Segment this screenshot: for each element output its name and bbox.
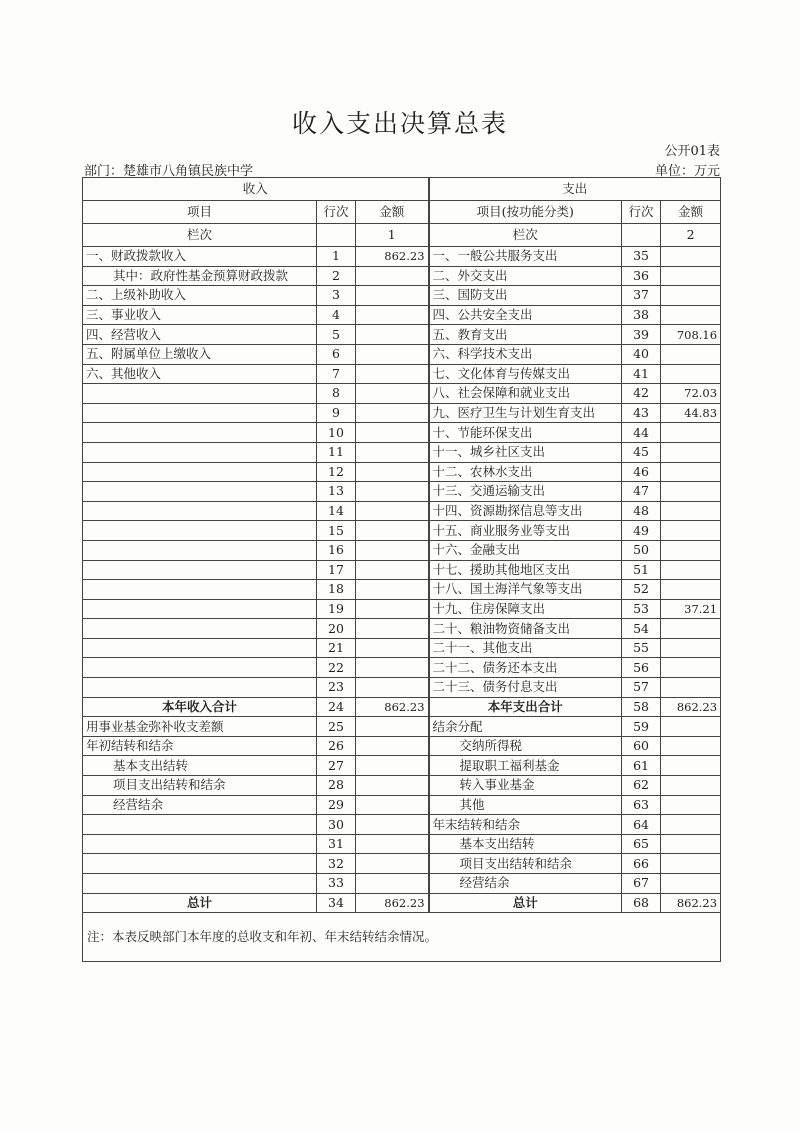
table-row — [83, 854, 721, 874]
table-row — [83, 442, 721, 462]
table-row — [83, 795, 721, 815]
income-row-no-cell: 25 — [317, 717, 356, 737]
expense-amount-cell: 72.03 — [661, 384, 721, 404]
table-row — [83, 462, 721, 482]
expense-row-no-cell: 37 — [622, 286, 661, 306]
income-row-no-cell: 24 — [317, 697, 356, 717]
table-row — [83, 776, 721, 796]
expense-row-no-header: 行次 — [622, 201, 661, 224]
expense-row-no-cell: 63 — [622, 795, 661, 815]
expense-item-cell: 十六、金融支出 — [429, 540, 622, 560]
income-row-no-cell: 7 — [317, 364, 356, 384]
expense-amount-cell — [661, 266, 721, 286]
expense-item-cell: 十四、资源勘探信息等支出 — [429, 501, 622, 521]
expense-item-cell: 转入事业基金 — [429, 776, 622, 796]
budget-summary-table — [82, 177, 721, 962]
income-item-cell — [83, 678, 317, 698]
income-amount-cell — [356, 482, 429, 502]
income-amount-cell — [356, 815, 429, 835]
income-row-no-cell: 20 — [317, 619, 356, 639]
expense-row-no-cell: 43 — [622, 403, 661, 423]
expense-row-no-cell: 38 — [622, 305, 661, 325]
expense-item-cell: 六、科学技术支出 — [429, 344, 622, 364]
expense-amount-cell — [661, 560, 721, 580]
expense-item-cell: 十二、农林水支出 — [429, 462, 622, 482]
income-section-header: 收入 — [83, 178, 429, 201]
expense-amount-cell — [661, 540, 721, 560]
expense-item-cell: 三、国防支出 — [429, 286, 622, 306]
table-row — [83, 540, 721, 560]
income-item-cell: 本年收入合计 — [83, 697, 317, 717]
expense-amount-cell — [661, 619, 721, 639]
expense-row-no-cell: 57 — [622, 678, 661, 698]
income-row-no-cell: 12 — [317, 462, 356, 482]
expense-item-cell: 其他 — [429, 795, 622, 815]
table-note: 注：本表反映部门本年度的总收支和年初、年末结转结余情况。 — [83, 913, 721, 962]
income-col-index: 1 — [356, 224, 429, 247]
income-amount-cell — [356, 874, 429, 894]
income-row-no-cell: 6 — [317, 344, 356, 364]
income-row-no-cell: 22 — [317, 658, 356, 678]
expense-item-cell: 十三、交通运输支出 — [429, 482, 622, 502]
expense-row-no-cell: 59 — [622, 717, 661, 737]
expense-amount-cell — [661, 815, 721, 835]
expense-item-cell: 四、公共安全支出 — [429, 305, 622, 325]
income-row-no-cell: 15 — [317, 521, 356, 541]
expense-amount-cell — [661, 795, 721, 815]
income-row-no-cell: 21 — [317, 638, 356, 658]
expense-row-no-cell: 56 — [622, 658, 661, 678]
expense-row-no-cell: 47 — [622, 482, 661, 502]
expense-item-cell: 二十一、其他支出 — [429, 638, 622, 658]
expense-item-cell: 交纳所得税 — [429, 736, 622, 756]
income-col-label: 栏次 — [83, 224, 317, 247]
expense-amount-cell — [661, 658, 721, 678]
income-amount-cell — [356, 286, 429, 306]
expense-row-no-cell: 62 — [622, 776, 661, 796]
income-item-cell — [83, 540, 317, 560]
income-amount-cell — [356, 442, 429, 462]
income-item-cell: 其中：政府性基金预算财政拨款 — [83, 266, 317, 286]
expense-col-blank — [622, 224, 661, 247]
income-amount-cell — [356, 619, 429, 639]
income-row-no-cell: 31 — [317, 834, 356, 854]
expense-amount-cell — [661, 756, 721, 776]
expense-row-no-cell: 67 — [622, 874, 661, 894]
income-row-no-cell: 34 — [317, 893, 356, 913]
expense-amount-cell — [661, 776, 721, 796]
note-row — [83, 913, 721, 962]
expense-item-cell: 二十三、债务付息支出 — [429, 678, 622, 698]
income-amount-cell: 862.23 — [356, 697, 429, 717]
expense-amount-cell: 708.16 — [661, 325, 721, 345]
expense-item-cell: 十八、国土海洋气象等支出 — [429, 580, 622, 600]
table-row — [83, 580, 721, 600]
income-amount-cell — [356, 736, 429, 756]
expense-amount-cell: 44.83 — [661, 403, 721, 423]
income-row-no-cell: 11 — [317, 442, 356, 462]
expense-amount-cell — [661, 678, 721, 698]
income-item-cell: 三、事业收入 — [83, 305, 317, 325]
expense-item-cell: 五、教育支出 — [429, 325, 622, 345]
table-row — [83, 325, 721, 345]
expense-amount-cell — [661, 874, 721, 894]
expense-row-no-cell: 50 — [622, 540, 661, 560]
expense-row-no-cell: 55 — [622, 638, 661, 658]
income-item-cell: 基本支出结转 — [83, 756, 317, 776]
expense-amount-cell — [661, 247, 721, 267]
income-row-no-cell: 26 — [317, 736, 356, 756]
expense-row-no-cell: 45 — [622, 442, 661, 462]
table-row — [83, 874, 721, 894]
table-row — [83, 815, 721, 835]
income-amount-cell — [356, 266, 429, 286]
expense-item-cell: 基本支出结转 — [429, 834, 622, 854]
page-title: 收入支出决算总表 — [291, 109, 508, 138]
expense-row-no-cell: 64 — [622, 815, 661, 835]
income-amount-cell — [356, 776, 429, 796]
income-row-no-cell: 5 — [317, 325, 356, 345]
expense-row-no-cell: 58 — [622, 697, 661, 717]
income-amount-cell — [356, 560, 429, 580]
income-item-header: 项目 — [83, 201, 317, 224]
expense-section-header: 支出 — [429, 178, 721, 201]
expense-item-cell: 年末结转和结余 — [429, 815, 622, 835]
income-item-cell — [83, 560, 317, 580]
income-row-no-cell: 23 — [317, 678, 356, 698]
income-amount-cell — [356, 325, 429, 345]
expense-amount-cell — [661, 736, 721, 756]
income-amount-cell — [356, 834, 429, 854]
expense-row-no-cell: 46 — [622, 462, 661, 482]
income-row-no-cell: 4 — [317, 305, 356, 325]
expense-amount-cell — [661, 344, 721, 364]
income-item-cell — [83, 403, 317, 423]
income-row-no-header: 行次 — [317, 201, 356, 224]
income-item-cell — [83, 874, 317, 894]
table-row — [83, 736, 721, 756]
table-row — [83, 678, 721, 698]
expense-item-cell: 本年支出合计 — [429, 697, 622, 717]
income-row-no-cell: 18 — [317, 580, 356, 600]
income-row-no-cell: 29 — [317, 795, 356, 815]
expense-amount-cell — [661, 834, 721, 854]
expense-row-no-cell: 42 — [622, 384, 661, 404]
table-row — [83, 423, 721, 443]
income-item-cell — [83, 638, 317, 658]
expense-col-label: 栏次 — [429, 224, 622, 247]
table-row — [83, 521, 721, 541]
table-row — [83, 658, 721, 678]
table-row — [83, 305, 721, 325]
table-row — [83, 384, 721, 404]
section-header-row — [83, 178, 721, 201]
income-amount-cell — [356, 658, 429, 678]
expense-row-no-cell: 35 — [622, 247, 661, 267]
income-row-no-cell: 19 — [317, 599, 356, 619]
expense-row-no-cell: 60 — [622, 736, 661, 756]
expense-item-cell: 十九、住房保障支出 — [429, 599, 622, 619]
expense-item-cell: 八、社会保障和就业支出 — [429, 384, 622, 404]
expense-amount-cell — [661, 638, 721, 658]
income-amount-cell — [356, 344, 429, 364]
income-item-cell — [83, 442, 317, 462]
income-item-cell — [83, 580, 317, 600]
income-amount-cell — [356, 305, 429, 325]
income-amount-cell — [356, 364, 429, 384]
income-item-cell: 六、其他收入 — [83, 364, 317, 384]
expense-row-no-cell: 52 — [622, 580, 661, 600]
expense-item-cell: 九、医疗卫生与计划生育支出 — [429, 403, 622, 423]
income-item-cell: 一、财政拨款收入 — [83, 247, 317, 267]
expense-item-cell: 十、节能环保支出 — [429, 423, 622, 443]
income-item-cell — [83, 599, 317, 619]
form-code: 公开01表 — [664, 144, 720, 159]
expense-row-no-cell: 65 — [622, 834, 661, 854]
income-row-no-cell: 27 — [317, 756, 356, 776]
income-item-cell: 总计 — [83, 893, 317, 913]
income-row-no-cell: 17 — [317, 560, 356, 580]
income-amount-cell — [356, 678, 429, 698]
income-row-no-cell: 13 — [317, 482, 356, 502]
income-amount-cell — [356, 756, 429, 776]
income-row-no-cell: 33 — [317, 874, 356, 894]
income-item-cell — [83, 384, 317, 404]
table-row — [83, 717, 721, 737]
expense-amount-header: 金额 — [661, 201, 721, 224]
income-row-no-cell: 8 — [317, 384, 356, 404]
expense-amount-cell — [661, 286, 721, 306]
expense-amount-cell — [661, 442, 721, 462]
table-row — [83, 599, 721, 619]
income-amount-cell: 862.23 — [356, 247, 429, 267]
expense-item-cell: 十七、援助其他地区支出 — [429, 560, 622, 580]
income-amount-cell — [356, 384, 429, 404]
expense-row-no-cell: 51 — [622, 560, 661, 580]
income-row-no-cell: 2 — [317, 266, 356, 286]
income-item-cell — [83, 815, 317, 835]
table-row — [83, 756, 721, 776]
income-item-cell — [83, 619, 317, 639]
expense-row-no-cell: 66 — [622, 854, 661, 874]
expense-amount-cell — [661, 521, 721, 541]
table-row — [83, 638, 721, 658]
expense-row-no-cell: 44 — [622, 423, 661, 443]
income-amount-cell — [356, 717, 429, 737]
income-amount-cell — [356, 854, 429, 874]
expense-row-no-cell: 53 — [622, 599, 661, 619]
income-amount-header: 金额 — [356, 201, 429, 224]
income-item-cell — [83, 462, 317, 482]
table-row — [83, 697, 721, 717]
expense-amount-cell: 37.21 — [661, 599, 721, 619]
income-row-no-cell: 10 — [317, 423, 356, 443]
income-item-cell: 二、上级补助收入 — [83, 286, 317, 306]
expense-row-no-cell: 41 — [622, 364, 661, 384]
table-row — [83, 619, 721, 639]
income-row-no-cell: 1 — [317, 247, 356, 267]
income-amount-cell: 862.23 — [356, 893, 429, 913]
expense-amount-cell — [661, 423, 721, 443]
income-item-cell — [83, 658, 317, 678]
income-row-no-cell: 9 — [317, 403, 356, 423]
income-item-cell — [83, 423, 317, 443]
expense-amount-cell — [661, 305, 721, 325]
income-row-no-cell: 32 — [317, 854, 356, 874]
table-row — [83, 834, 721, 854]
table-row — [83, 364, 721, 384]
income-item-cell — [83, 834, 317, 854]
income-amount-cell — [356, 599, 429, 619]
expense-item-cell: 提取职工福利基金 — [429, 756, 622, 776]
income-item-cell — [83, 521, 317, 541]
income-item-cell: 五、附属单位上缴收入 — [83, 344, 317, 364]
expense-item-cell: 十一、城乡社区支出 — [429, 442, 622, 462]
income-amount-cell — [356, 580, 429, 600]
income-row-no-cell: 14 — [317, 501, 356, 521]
income-amount-cell — [356, 501, 429, 521]
income-amount-cell — [356, 795, 429, 815]
column-header-row — [83, 201, 721, 224]
income-item-cell: 经营结余 — [83, 795, 317, 815]
expense-row-no-cell: 48 — [622, 501, 661, 521]
income-item-cell: 用事业基金弥补收支差额 — [83, 717, 317, 737]
expense-row-no-cell: 68 — [622, 893, 661, 913]
income-row-no-cell: 28 — [317, 776, 356, 796]
expense-item-cell: 七、文化体育与传媒支出 — [429, 364, 622, 384]
income-amount-cell — [356, 521, 429, 541]
expense-row-no-cell: 49 — [622, 521, 661, 541]
income-amount-cell — [356, 403, 429, 423]
income-item-cell: 项目支出结转和结余 — [83, 776, 317, 796]
expense-row-no-cell: 40 — [622, 344, 661, 364]
department-label: 部门：楚雄市八角镇民族中学 — [84, 164, 254, 179]
expense-amount-cell — [661, 482, 721, 502]
table-row — [83, 286, 721, 306]
expense-item-cell: 总计 — [429, 893, 622, 913]
expense-item-cell: 项目支出结转和结余 — [429, 854, 622, 874]
unit-label: 单位：万元 — [654, 164, 720, 179]
expense-item-cell: 二十、粮油物资储备支出 — [429, 619, 622, 639]
table-row — [83, 560, 721, 580]
table-row — [83, 893, 721, 913]
income-amount-cell — [356, 540, 429, 560]
expense-amount-cell — [661, 364, 721, 384]
table-row — [83, 247, 721, 267]
expense-row-no-cell: 39 — [622, 325, 661, 345]
expense-amount-cell — [661, 580, 721, 600]
table-row — [83, 344, 721, 364]
income-col-blank — [317, 224, 356, 247]
expense-amount-cell — [661, 717, 721, 737]
income-amount-cell — [356, 462, 429, 482]
table-row — [83, 266, 721, 286]
expense-item-cell: 二十二、债务还本支出 — [429, 658, 622, 678]
column-index-row — [83, 224, 721, 247]
expense-amount-cell — [661, 854, 721, 874]
expense-amount-cell — [661, 462, 721, 482]
table-row — [83, 482, 721, 502]
income-row-no-cell: 3 — [317, 286, 356, 306]
expense-item-cell: 经营结余 — [429, 874, 622, 894]
income-amount-cell — [356, 423, 429, 443]
income-item-cell — [83, 501, 317, 521]
expense-item-cell: 二、外交支出 — [429, 266, 622, 286]
expense-item-cell: 一、一般公共服务支出 — [429, 247, 622, 267]
expense-amount-cell: 862.23 — [661, 893, 721, 913]
expense-item-header: 项目(按功能分类) — [429, 201, 622, 224]
expense-row-no-cell: 36 — [622, 266, 661, 286]
income-item-cell — [83, 854, 317, 874]
income-amount-cell — [356, 638, 429, 658]
income-row-no-cell: 30 — [317, 815, 356, 835]
income-row-no-cell: 16 — [317, 540, 356, 560]
expense-item-cell: 十五、商业服务业等支出 — [429, 521, 622, 541]
expense-amount-cell: 862.23 — [661, 697, 721, 717]
expense-col-index: 2 — [661, 224, 721, 247]
expense-item-cell: 结余分配 — [429, 717, 622, 737]
table-row — [83, 501, 721, 521]
table-row — [83, 403, 721, 423]
expense-row-no-cell: 61 — [622, 756, 661, 776]
expense-amount-cell — [661, 501, 721, 521]
income-item-cell — [83, 482, 317, 502]
income-item-cell: 年初结转和结余 — [83, 736, 317, 756]
expense-row-no-cell: 54 — [622, 619, 661, 639]
income-item-cell: 四、经营收入 — [83, 325, 317, 345]
